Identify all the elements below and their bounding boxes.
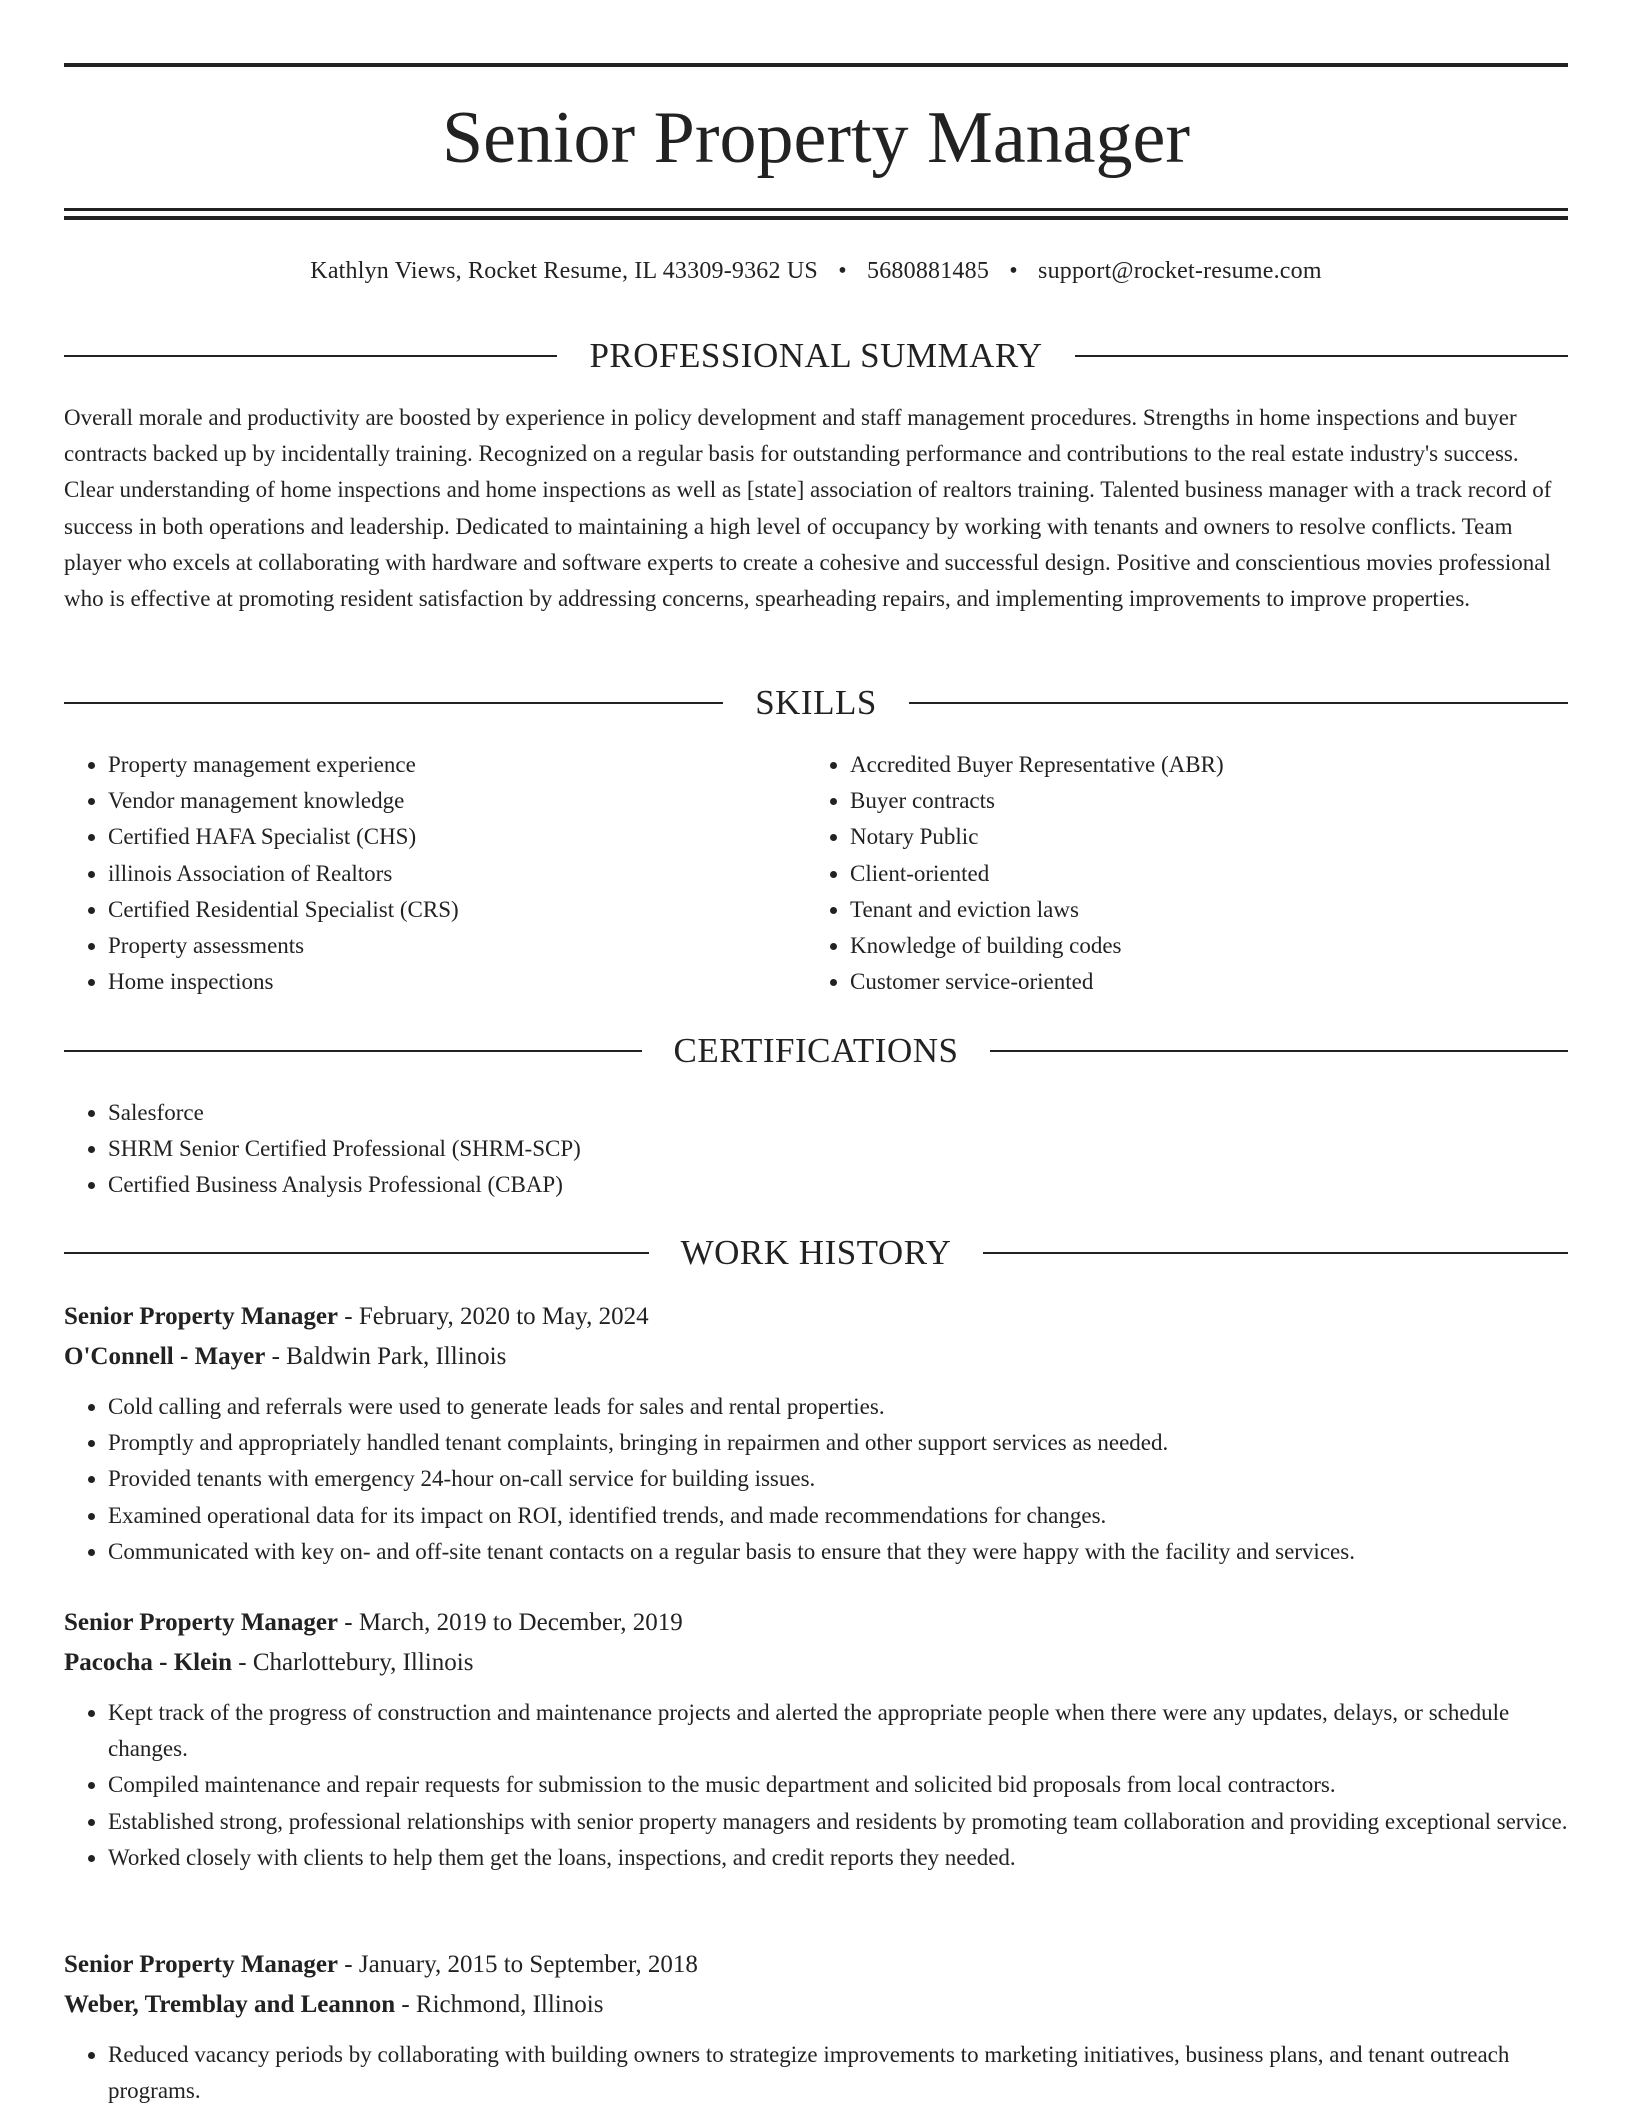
contact-separator: • <box>1009 258 1018 284</box>
skill-item: • Certified HAFA Specialist (CHS) <box>108 819 804 855</box>
heading-rule <box>909 702 1568 704</box>
job-duty: • Provided tenants with emergency 24-hour on-call service for building issues. <box>108 1461 1568 1497</box>
job-location: - Charlottebury, Illinois <box>232 1649 474 1676</box>
job-duty: • Communicated with key on- and off-site tenant contacts on a regular basis to ensure that they were happy with the facility and services. <box>108 1534 1568 1570</box>
skill-item: • Vendor management knowledge <box>108 783 804 819</box>
skill-item: • Buyer contracts <box>850 783 1566 819</box>
job-company: Pacocha - Klein <box>64 1649 233 1676</box>
heading-rule <box>64 1050 642 1052</box>
work-history-heading <box>64 1231 1568 1275</box>
job-title: Senior Property Manager <box>64 1609 339 1636</box>
job-duties <box>64 1389 1568 1570</box>
heading-rule <box>64 702 723 704</box>
skill-item: • Customer service-oriented <box>850 964 1566 1000</box>
heading-rule <box>64 1252 649 1254</box>
job-duty: • Kept track of the progress of construction and maintenance projects and alerted the appropriate people when there were any updates, delays, or schedule changes. <box>108 1695 1568 1767</box>
job-location: - Baldwin Park, Illinois <box>265 1343 507 1370</box>
skill-item: • Knowledge of building codes <box>850 928 1566 964</box>
job-company-line <box>64 1643 1568 1683</box>
job-duty: • Reduced vacancy periods by collaborating with building owners to strategize improvements to marketing initiatives, business plans, and tenant outreach programs. <box>108 2037 1568 2109</box>
heading-rule <box>1075 355 1568 357</box>
job-duty: • Promptly and appropriately handled tenant complaints, bringing in repairmen and other support services as needed. <box>108 1425 1568 1461</box>
header-double-rule-upper <box>64 208 1568 211</box>
heading-rule <box>983 1252 1568 1254</box>
skills-column-left <box>64 747 804 1000</box>
top-rule <box>64 63 1568 67</box>
certifications-title: CERTIFICATIONS <box>673 1031 959 1070</box>
skill-item: • Property management experience <box>108 747 804 783</box>
job-duty: • Compiled maintenance and repair requests for submission to the music department and solicited bid proposals from local contractors. <box>108 1767 1568 1803</box>
job-title-line <box>64 1603 1568 1643</box>
skills-heading <box>64 681 1568 725</box>
job-title: Senior Property Manager <box>64 1303 339 1330</box>
job-company: O'Connell - Mayer <box>64 1343 266 1370</box>
certification-item: • Salesforce <box>108 1095 1568 1131</box>
job-dates: - February, 2020 to May, 2024 <box>338 1303 649 1330</box>
skills-column-right <box>806 747 1566 1000</box>
resume-name: Senior Property Manager <box>441 97 1191 179</box>
job-duties <box>64 2037 1568 2109</box>
summary-text: Overall morale and productivity are boosted by experience in policy development and staff management procedures. Strengths in home inspections and buyer contracts backed up by incidentally training. Recognized on a regular basis for outstanding performance and contributions to the real estate industry's success. Clear understanding of home inspections and home inspections as well as [state] association of realtors training. Talented business manager with a track record of success in both operations and leadership. Dedicated to maintaining a high level of occupancy by working with tenants and owners to resolve conflicts. Team player who excels at collaborating with hardware and software experts to create a cohesive and successful design. Positive and conscientious movies professional who is effective at promoting resident satisfaction by addressing concerns, spearheading repairs, and implementing improvements to improve properties. <box>64 405 1552 612</box>
certification-item: • SHRM Senior Certified Professional (SHRM-SCP) <box>108 1131 1568 1167</box>
heading-rule <box>990 1050 1568 1052</box>
summary-title: PROFESSIONAL SUMMARY <box>589 336 1043 375</box>
job-title-line <box>64 1297 1568 1337</box>
skills-title: SKILLS <box>755 683 877 722</box>
contact-separator: • <box>838 258 847 284</box>
skill-item: • Tenant and eviction laws <box>850 892 1566 928</box>
summary-heading <box>64 334 1568 378</box>
job-entry <box>64 1945 1568 2109</box>
header-double-rule-lower <box>64 216 1568 220</box>
skill-item: • Notary Public <box>850 819 1566 855</box>
contact-phone: 5680881485 <box>867 258 990 284</box>
certifications-list <box>64 1095 1568 1204</box>
job-company-line <box>64 1337 1568 1377</box>
certifications-heading <box>64 1029 1568 1073</box>
certification-item: • Certified Business Analysis Professional (CBAP) <box>108 1167 1568 1203</box>
job-entry <box>64 1603 1568 1876</box>
skill-item: • illinois Association of Realtors <box>108 856 804 892</box>
job-duty: • Examined operational data for its impact on ROI, identified trends, and made recommendations for changes. <box>108 1498 1568 1534</box>
heading-rule <box>64 355 557 357</box>
job-company-line <box>64 1985 1568 2025</box>
skill-item: • Home inspections <box>108 964 804 1000</box>
job-duty: • Worked closely with clients to help them get the loans, inspections, and credit reports they needed. <box>108 1840 1568 1876</box>
skill-item: • Accredited Buyer Representative (ABR) <box>850 747 1566 783</box>
job-entry <box>64 1297 1568 1570</box>
job-company: Weber, Tremblay and Leannon <box>64 1991 396 2018</box>
contact-email: support@rocket-resume.com <box>1038 258 1322 284</box>
job-dates: - March, 2019 to December, 2019 <box>338 1609 683 1636</box>
job-dates: - January, 2015 to September, 2018 <box>338 1951 698 1978</box>
job-duty: • Established strong, professional relationships with senior property managers and residents by promoting team collaboration and providing exceptional service. <box>108 1804 1568 1840</box>
skill-item: • Client-oriented <box>850 856 1566 892</box>
contact-address: Kathlyn Views, Rocket Resume, IL 43309-9362 US <box>310 258 818 284</box>
job-title-line <box>64 1945 1568 1985</box>
skill-item: • Property assessments <box>108 928 804 964</box>
contact-line <box>64 254 1568 288</box>
job-duty: • Cold calling and referrals were used to generate leads for sales and rental properties. <box>108 1389 1568 1425</box>
job-duties <box>64 1695 1568 1876</box>
job-title: Senior Property Manager <box>64 1951 339 1978</box>
work-history-title: WORK HISTORY <box>680 1233 952 1272</box>
job-location: - Richmond, Illinois <box>395 1991 604 2018</box>
skill-item: • Certified Residential Specialist (CRS) <box>108 892 804 928</box>
